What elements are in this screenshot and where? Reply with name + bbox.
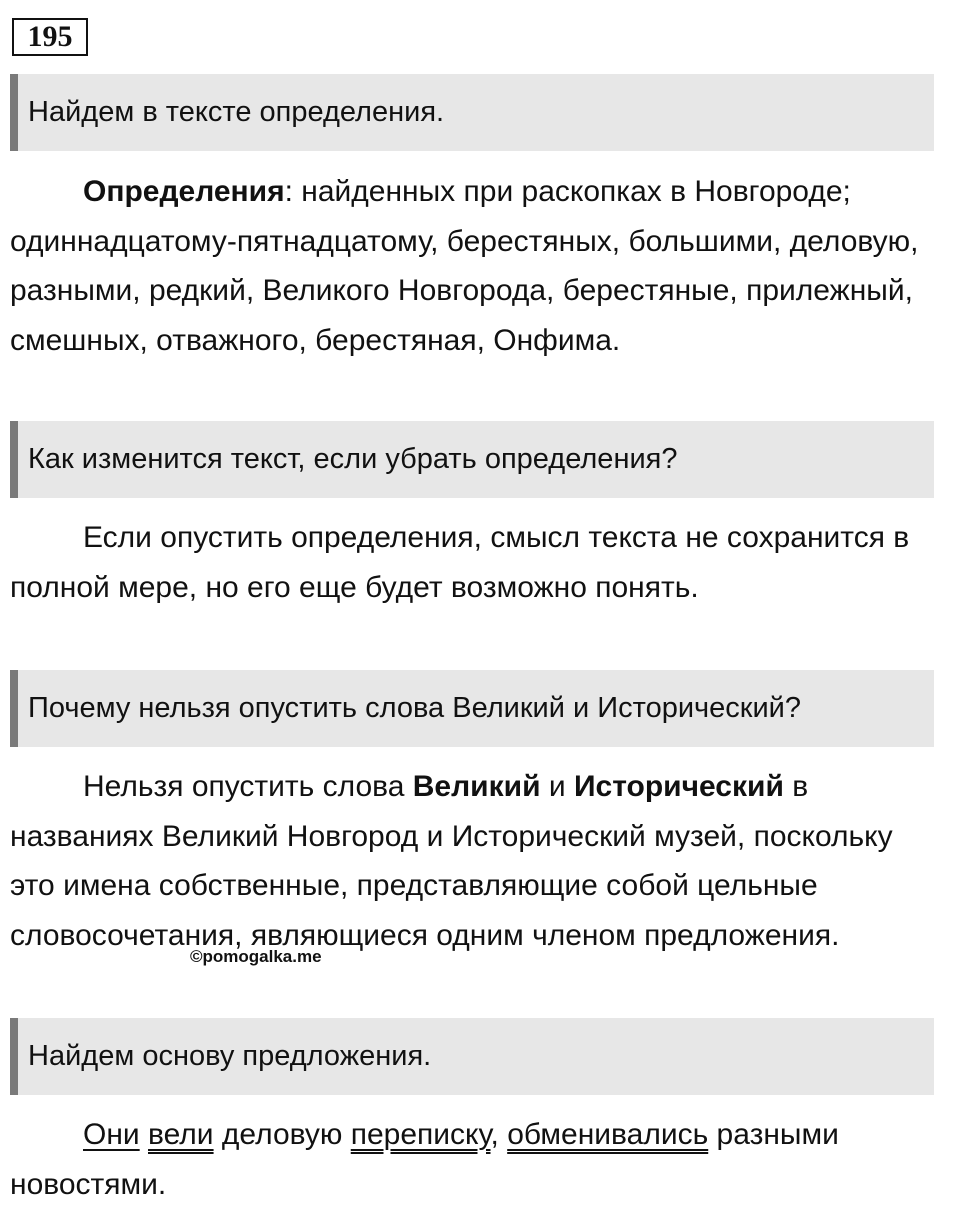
- space: [140, 1118, 148, 1151]
- question-text-change: Как изменится текст, если убрать определения?: [10, 421, 934, 498]
- predicate-word-perepisku: переписку: [350, 1118, 491, 1151]
- tail-text: разными новостями.: [10, 1118, 839, 1201]
- task-number-badge: 195: [12, 18, 88, 56]
- answer-bold-istoricheskiy: Исторический: [573, 770, 784, 803]
- question-sentence-base: Найдем основу предложения.: [10, 1018, 934, 1095]
- answer-why-not-omit: [10, 762, 945, 960]
- answer-part3: в названиях Великий Новгород и Исторический музей, поскольку это имена собственные, представляющие собой цельные словосочетания, являющиеся одним членом предложения.: [10, 770, 893, 952]
- question-find-definitions: Найдем в тексте определения.: [10, 74, 934, 151]
- answer-definitions-text: : найденных при раскопках в Новгороде; одиннадцатому-пятнадцатому, берестяных, большими, деловую, разными, редкий, Великого Новгорода, берестяные, прилежный, смешных, отважного, берестяная, Онфима.: [10, 175, 919, 357]
- watermark: ©pomogalka.me: [190, 947, 322, 966]
- answer-bold-velikiy: Великий: [412, 770, 541, 803]
- mid-text: деловую: [213, 1118, 351, 1151]
- answer-bold-lead: Определения: [83, 175, 285, 208]
- answer-text-change: Если опустить определения, смысл текста не сохранится в полной мере, но его еще будет возможно понять.: [10, 521, 910, 604]
- answer-sentence-base: [10, 1110, 945, 1209]
- question-why-not-omit: Почему нельзя опустить слова Великий и Исторический?: [10, 670, 934, 747]
- subject-word: Они: [83, 1118, 140, 1151]
- answer-definitions: [10, 167, 945, 365]
- predicate-word-obmenivalis: обменивались: [507, 1118, 709, 1151]
- predicate-word-veli: вели: [148, 1118, 214, 1151]
- answer-part1: Нельзя опустить слова: [83, 770, 413, 803]
- comma: ,: [490, 1118, 508, 1151]
- answer-part2: и: [540, 770, 574, 803]
